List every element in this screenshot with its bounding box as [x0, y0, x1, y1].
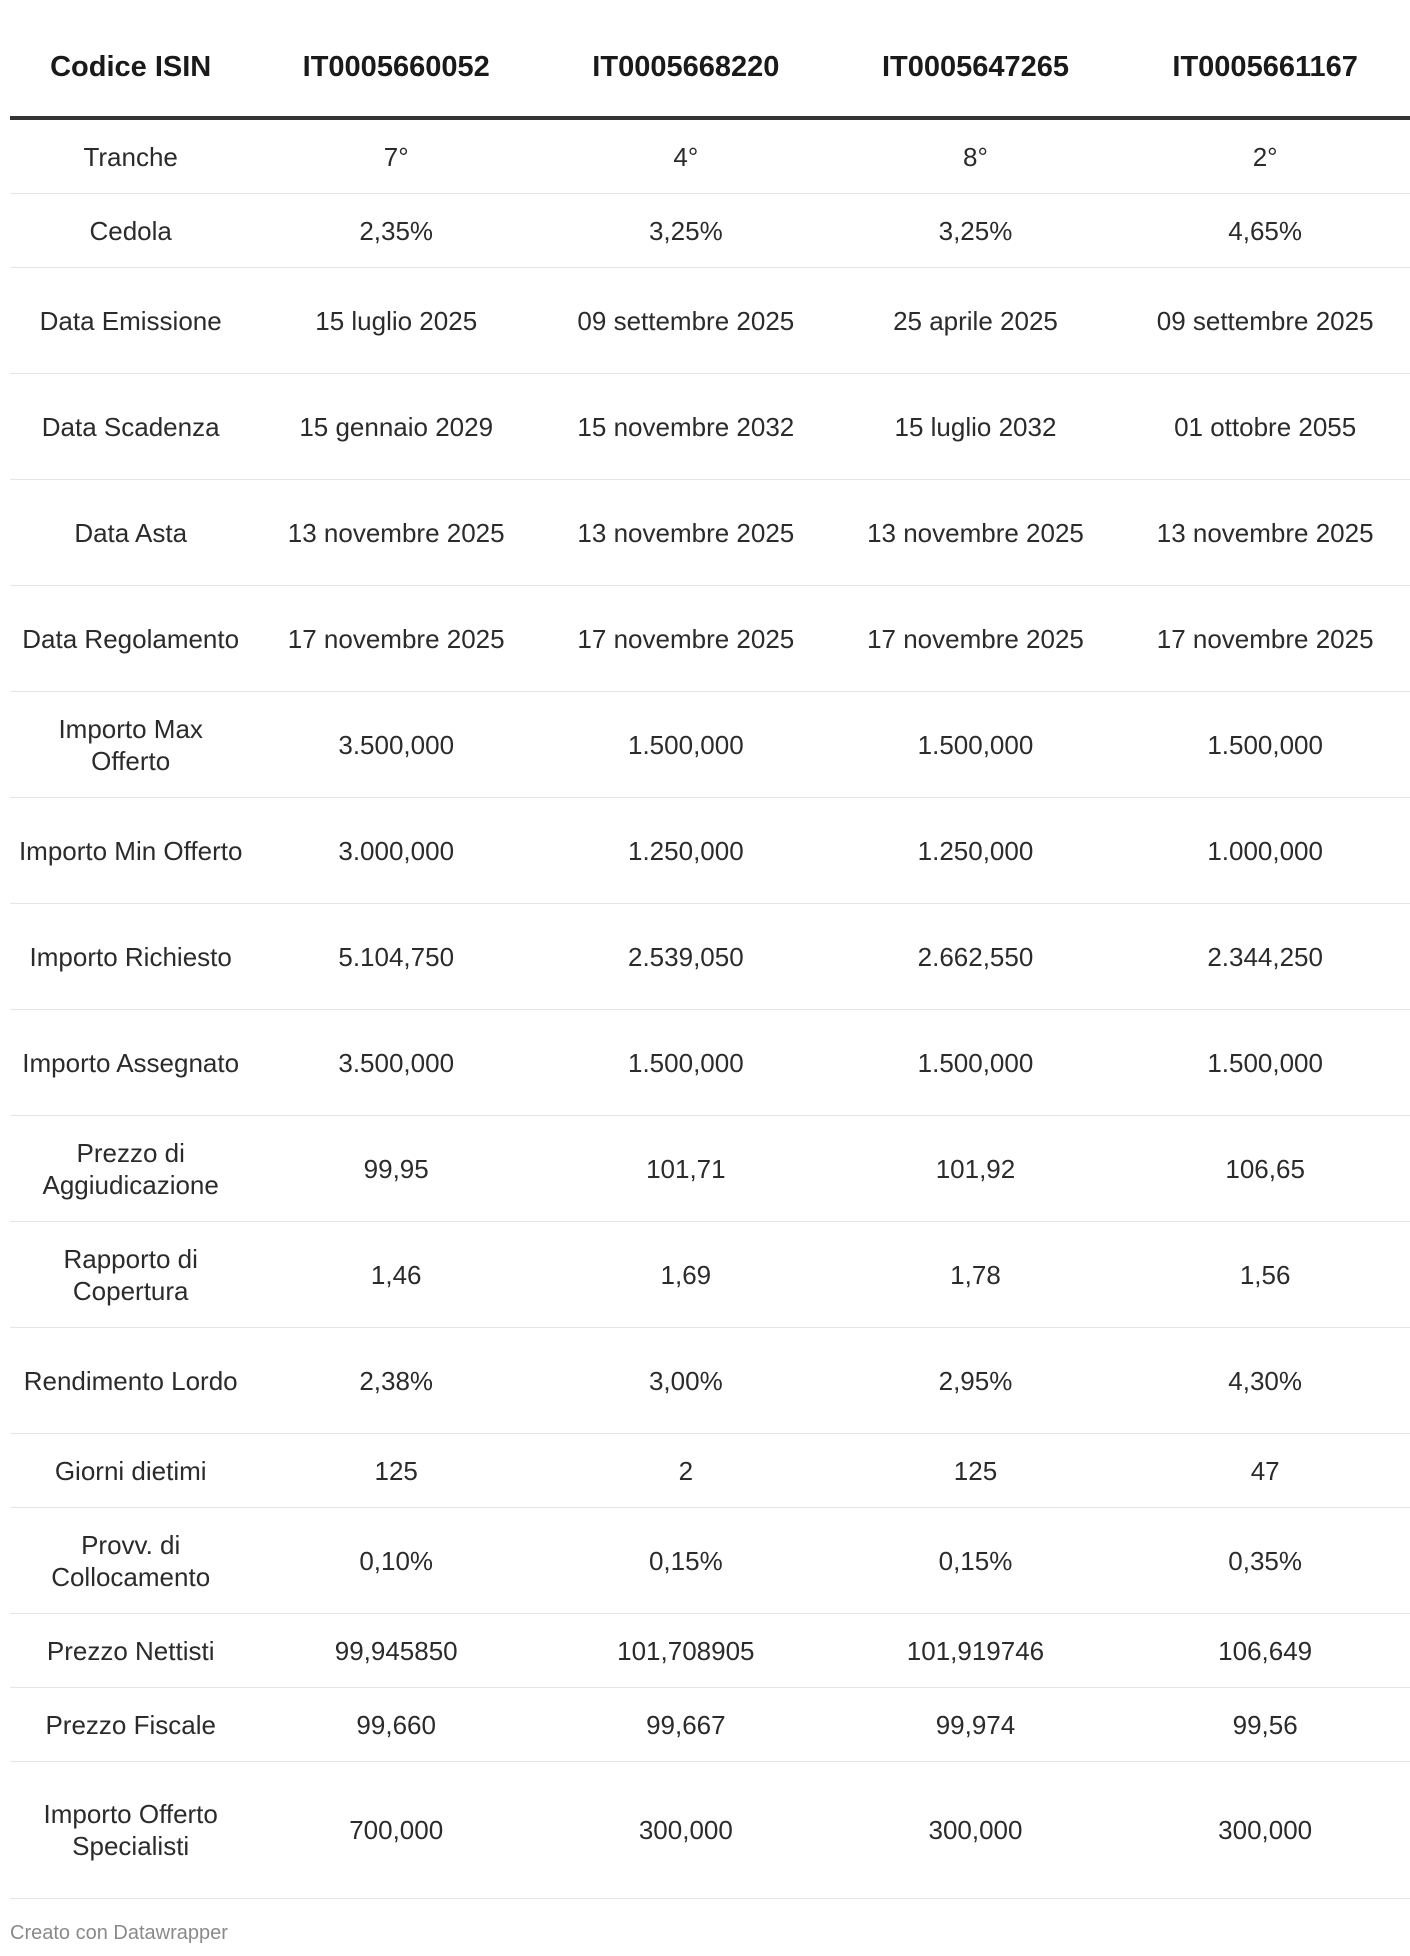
table-cell-value: 15 luglio 2025: [315, 305, 478, 336]
table-cell-value: 101,919746: [906, 1635, 1045, 1666]
row-label: [10, 118, 251, 194]
row-label-text: Tranche: [83, 141, 178, 172]
table-cell: [541, 1508, 831, 1614]
table-cell: [1120, 692, 1410, 798]
table-cell-value: 3.000,000: [338, 835, 455, 866]
table-cell-value: 1,69: [660, 1259, 712, 1290]
table-cell-value: 2.344,250: [1207, 941, 1323, 972]
table-cell-value: 1.500,000: [1207, 729, 1323, 760]
table-cell: [1120, 1434, 1410, 1508]
row-label: [10, 904, 251, 1010]
table-cell-value: 1.500,000: [1207, 1047, 1323, 1078]
row-label: [10, 1762, 251, 1899]
table-cell: [251, 194, 541, 268]
row-label-text: Data Emissione: [39, 305, 222, 336]
table-cell: [831, 1614, 1121, 1688]
row-label-text: Giorni dietimi: [54, 1455, 207, 1486]
row-label-text: Importo Offerto Specialisti: [43, 1799, 218, 1861]
table-cell: [251, 1116, 541, 1222]
row-label: [10, 374, 251, 480]
table-cell-value: 106,65: [1225, 1153, 1305, 1184]
table-cell-value: 1,46: [370, 1259, 422, 1290]
row-label-text: Data Asta: [74, 517, 188, 548]
table-row: [10, 194, 1410, 268]
table-cell-value: 1.500,000: [628, 1047, 744, 1078]
auction-results-table: [10, 0, 1410, 1899]
table-cell: [251, 480, 541, 586]
table-cell-value: 300,000: [928, 1815, 1023, 1845]
row-label: [10, 1688, 251, 1762]
table-cell: [541, 1762, 831, 1899]
row-label-text: Data Scadenza: [41, 411, 220, 442]
table-cell: [1120, 1614, 1410, 1688]
table-cell: [831, 904, 1121, 1010]
table-cell-value: 47: [1250, 1455, 1280, 1486]
table-cell-value: 3,00%: [648, 1365, 723, 1396]
row-label-text: Provv. di Collocamento: [51, 1529, 211, 1592]
table-cell-value: 3,25%: [648, 215, 723, 246]
table-cell: [541, 1328, 831, 1434]
table-row: [10, 1222, 1410, 1328]
row-label-text: Prezzo Nettisti: [46, 1635, 215, 1666]
table-row: [10, 268, 1410, 374]
table-cell-value: 5.104,750: [338, 941, 455, 972]
table-cell-value: 2,38%: [359, 1365, 434, 1396]
table-cell: [831, 1762, 1121, 1899]
table-cell: [1120, 1328, 1410, 1434]
table-cell: [251, 1762, 541, 1899]
table-cell: [1120, 480, 1410, 586]
table-cell-value: 125: [374, 1455, 418, 1486]
table-cell: [251, 1434, 541, 1508]
table-cell: [1120, 1010, 1410, 1116]
row-label-text: Importo Min Offerto: [18, 835, 243, 866]
table-cell: [831, 586, 1121, 692]
table-cell-value: 1.500,000: [628, 729, 744, 760]
table-cell-value: 01 ottobre 2055: [1174, 411, 1357, 442]
table-cell-value: 2,95%: [938, 1365, 1013, 1396]
table-cell-value: 1.250,000: [628, 835, 744, 866]
table-cell: [831, 798, 1121, 904]
row-label: [10, 1614, 251, 1688]
table-cell: [831, 480, 1121, 586]
table-cell-value: 125: [953, 1455, 998, 1486]
header-cell-isin: IT0005660052: [251, 0, 541, 118]
row-label: [10, 798, 251, 904]
table-cell: [541, 1010, 831, 1116]
table-cell: [541, 798, 831, 904]
table-cell: [831, 1434, 1121, 1508]
table-cell-value: 101,708905: [617, 1635, 755, 1666]
table-cell: [541, 586, 831, 692]
table-row: [10, 798, 1410, 904]
table-cell-value: 1.500,000: [917, 729, 1034, 760]
table-cell: [1120, 1762, 1410, 1899]
table-cell: [541, 904, 831, 1010]
table-row: [10, 374, 1410, 480]
table-cell: [541, 268, 831, 374]
table-cell: [1120, 1222, 1410, 1328]
table-cell: [251, 374, 541, 480]
table-cell: [251, 268, 541, 374]
table-cell-value: 101,92: [935, 1153, 1016, 1184]
table-cell: [251, 1508, 541, 1614]
row-label-text: Importo Max Offerto: [58, 713, 203, 776]
table-cell: [831, 1328, 1121, 1434]
table-cell-value: 300,000: [1218, 1815, 1313, 1845]
row-label: [10, 1328, 251, 1434]
header-cell-isin: IT0005668220: [541, 0, 831, 118]
table-cell: [1120, 194, 1410, 268]
table-cell-value: 2°: [1252, 141, 1278, 172]
row-label-text: Importo Richiesto: [29, 941, 232, 972]
table-cell: [541, 692, 831, 798]
table-cell-value: 3,25%: [938, 215, 1013, 246]
header-cell-label: Codice ISIN: [10, 0, 251, 118]
table-cell-value: 4,65%: [1228, 215, 1303, 246]
table-cell-value: 1.500,000: [917, 1047, 1034, 1078]
table-row: [10, 692, 1410, 798]
table-cell-value: 13 novembre 2025: [287, 517, 505, 548]
row-label-text: Importo Assegnato: [22, 1047, 240, 1078]
table-cell-value: 15 gennaio 2029: [299, 411, 494, 442]
table-row: [10, 118, 1410, 194]
header-cell-isin: IT0005647265: [831, 0, 1121, 118]
table-cell-value: 09 settembre 2025: [577, 305, 795, 336]
table-cell: [541, 480, 831, 586]
table-cell-value: 15 luglio 2032: [894, 411, 1057, 442]
table-row: [10, 1434, 1410, 1508]
row-label: [10, 194, 251, 268]
table-cell-value: 8°: [963, 141, 988, 172]
table-cell: [251, 118, 541, 194]
table-cell: [251, 798, 541, 904]
table-cell-value: 0,10%: [359, 1545, 434, 1576]
table-cell-value: 1,78: [950, 1259, 1001, 1290]
table-row: [10, 1116, 1410, 1222]
row-label: [10, 268, 251, 374]
table-row: [10, 1328, 1410, 1434]
table-cell: [1120, 904, 1410, 1010]
table-cell-value: 1.250,000: [917, 835, 1034, 866]
table-cell: [541, 1434, 831, 1508]
table-row: [10, 1508, 1410, 1614]
table-cell-value: 2: [678, 1455, 694, 1486]
table-cell-value: 2,35%: [359, 215, 434, 246]
row-label-text: Rendimento Lordo: [23, 1365, 238, 1396]
table-cell: [1120, 1688, 1410, 1762]
table-cell: [1120, 1116, 1410, 1222]
table-cell: [1120, 268, 1410, 374]
table-cell: [831, 1688, 1121, 1762]
row-label-text: Prezzo di Aggiudicazione: [42, 1137, 219, 1200]
table-cell: [831, 374, 1121, 480]
row-label: [10, 1010, 251, 1116]
table-cell-value: 0,15%: [938, 1545, 1013, 1576]
table-cell: [251, 1614, 541, 1688]
table-cell-value: 99,667: [646, 1709, 726, 1740]
table-cell-value: 1,56: [1239, 1259, 1291, 1290]
table-cell: [541, 194, 831, 268]
table-row: [10, 1688, 1410, 1762]
table-cell: [831, 692, 1121, 798]
table-cell: [1120, 798, 1410, 904]
table-cell: [251, 1222, 541, 1328]
header-cell-isin: IT0005661167: [1120, 0, 1410, 118]
table-cell-value: 2.662,550: [917, 941, 1034, 972]
table-cell: [251, 1010, 541, 1116]
row-label: [10, 586, 251, 692]
table-cell: [831, 268, 1121, 374]
table-row: [10, 904, 1410, 1010]
table-cell: [831, 1010, 1121, 1116]
table-cell-value: 0,35%: [1228, 1545, 1303, 1576]
table-cell-value: 106,649: [1218, 1635, 1313, 1666]
table-row: [10, 1762, 1410, 1899]
table-cell-value: 99,95: [363, 1153, 429, 1184]
table-cell-value: 0,15%: [648, 1545, 723, 1576]
table-cell-value: 4°: [673, 141, 699, 172]
table-cell: [1120, 586, 1410, 692]
table-cell-value: 09 settembre 2025: [1156, 305, 1374, 336]
datawrapper-credit: Creato con Datawrapper: [10, 1922, 228, 1944]
table-cell-value: 2.539,050: [628, 941, 744, 972]
table-cell: [251, 1328, 541, 1434]
table-cell-value: 7°: [383, 141, 409, 172]
table-cell: [251, 586, 541, 692]
table-cell: [831, 194, 1121, 268]
table-cell-value: 15 novembre 2032: [577, 411, 795, 442]
table-cell-value: 101,71: [646, 1153, 726, 1184]
table-cell-value: 99,945850: [334, 1635, 458, 1666]
row-label-text: Prezzo Fiscale: [45, 1709, 216, 1740]
row-label: [10, 692, 251, 798]
table-cell: [831, 1222, 1121, 1328]
table-row: [10, 586, 1410, 692]
table-cell: [831, 118, 1121, 194]
table-cell: [541, 374, 831, 480]
row-label: [10, 1222, 251, 1328]
table-cell-value: 3.500,000: [338, 729, 455, 760]
table-row: [10, 480, 1410, 586]
table-cell: [831, 1508, 1121, 1614]
row-label: [10, 1116, 251, 1222]
table-cell-value: 13 novembre 2025: [577, 517, 795, 548]
table-cell-value: 300,000: [638, 1815, 733, 1845]
table-cell-value: 700,000: [349, 1815, 444, 1845]
table-cell-value: 17 novembre 2025: [867, 623, 1084, 654]
table-cell: [541, 1688, 831, 1762]
row-label-text: Rapporto di Copertura: [63, 1243, 198, 1306]
table-header-row: [10, 0, 1410, 118]
table-cell-value: 99,56: [1232, 1709, 1298, 1740]
table-row: [10, 1010, 1410, 1116]
table-cell: [541, 1116, 831, 1222]
table-cell-value: 17 novembre 2025: [287, 623, 505, 654]
table-cell-value: 25 aprile 2025: [893, 305, 1058, 336]
table-cell: [251, 1688, 541, 1762]
row-label: [10, 1434, 251, 1508]
table-cell: [541, 1614, 831, 1688]
table-cell-value: 13 novembre 2025: [1156, 517, 1374, 548]
table-cell: [831, 1116, 1121, 1222]
row-label: [10, 480, 251, 586]
table-cell-value: 17 novembre 2025: [1156, 623, 1374, 654]
table-cell-value: 1.000,000: [1207, 835, 1323, 866]
table-cell: [541, 1222, 831, 1328]
table-cell-value: 13 novembre 2025: [867, 517, 1084, 548]
table-cell-value: 17 novembre 2025: [577, 623, 795, 654]
table-cell-value: 4,30%: [1228, 1365, 1303, 1396]
table-cell: [1120, 374, 1410, 480]
table-cell: [251, 692, 541, 798]
table-row: [10, 1614, 1410, 1688]
table-viewport[interactable]: [10, 0, 1374, 1920]
table-cell: [251, 904, 541, 1010]
table-cell: [541, 118, 831, 194]
row-label-text: Data Regolamento: [22, 623, 240, 654]
table-cell-value: 99,660: [356, 1709, 436, 1740]
table-cell-value: 99,974: [935, 1709, 1016, 1740]
table-cell: [1120, 1508, 1410, 1614]
table-cell-value: 3.500,000: [338, 1047, 455, 1078]
table-cell: [1120, 118, 1410, 194]
row-label: [10, 1508, 251, 1614]
row-label-text: Cedola: [89, 215, 172, 246]
